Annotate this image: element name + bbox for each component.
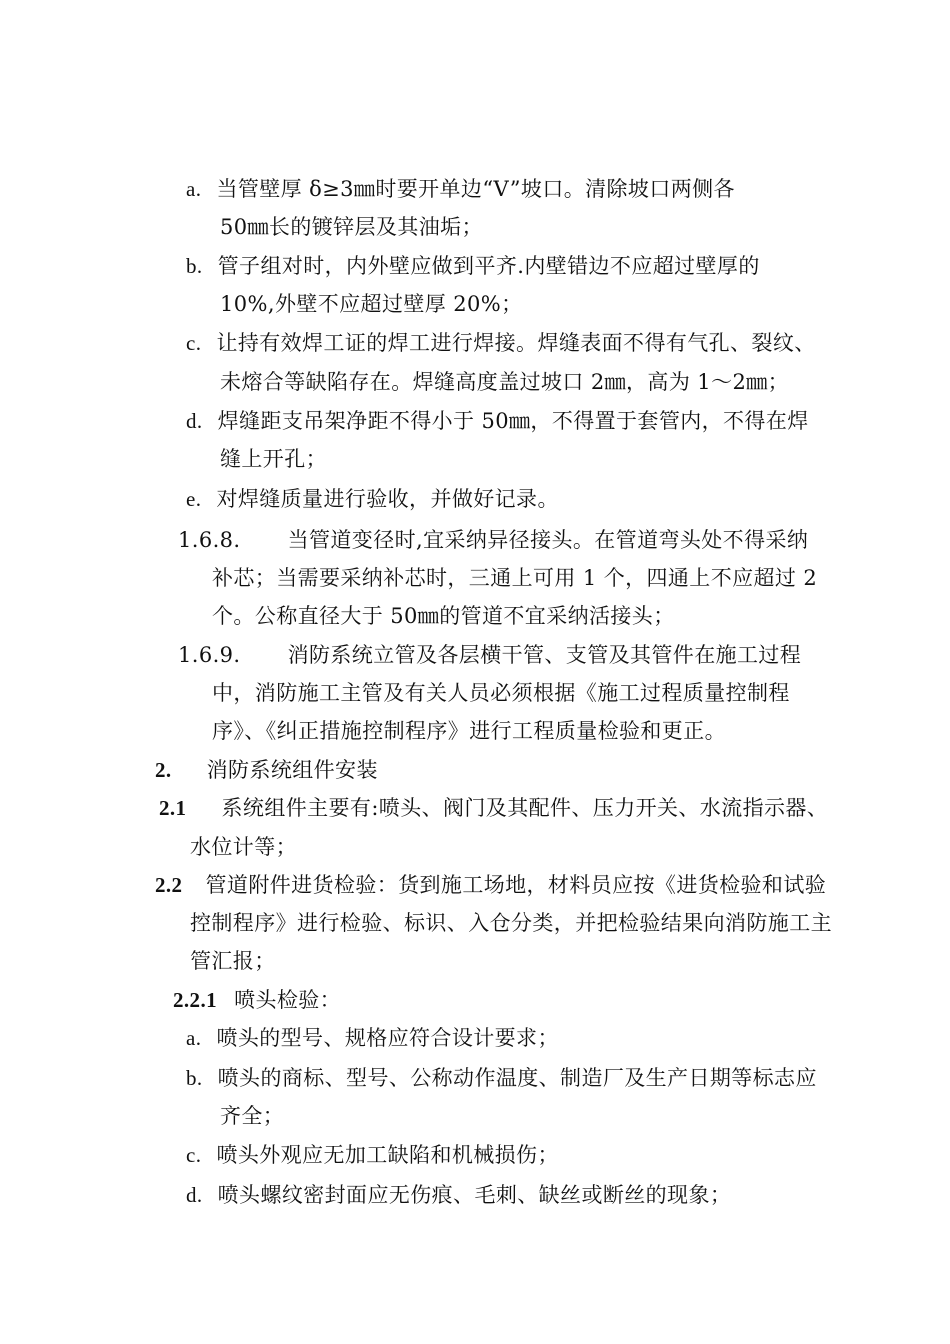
- nozzle-item-b-line-2: 齐全；: [220, 1104, 285, 1128]
- clause-1-6-8-line-1: [178, 525, 808, 555]
- list-marker: b.: [186, 254, 203, 278]
- clause-1-6-8-line-2: 补芯；当需要采纳补芯时，三通上可用 1 个，四通上不应超过 2: [212, 566, 818, 590]
- section-2-2-line-2: 控制程序》进行检验、标识、入仓分类，并把检验结果向消防施工主: [190, 911, 832, 935]
- list-item-c-line-1: [186, 328, 816, 358]
- list-item-text: 喷头的商标、型号、公称动作温度、制造厂及生产日期等标志应: [217, 1066, 817, 1090]
- list-marker: a.: [186, 177, 202, 201]
- list-item-text: 喷头的型号、规格应符合设计要求；: [216, 1026, 559, 1050]
- section-title: 喷头检验：: [234, 988, 342, 1012]
- clause-text: 消防系统立管及各层横干管、支管及其管件在施工过程: [287, 643, 802, 667]
- clause-number: 1.6.8.: [178, 528, 241, 552]
- section-number: 2.: [155, 758, 172, 782]
- nozzle-item-d-line-1: [186, 1180, 731, 1210]
- section-number: 2.1: [159, 796, 187, 820]
- section-text: 管道附件进货检验：货到施工场地，材料员应按《进货检验和试验: [205, 873, 827, 897]
- section-2-1-line-1: [159, 793, 828, 823]
- nozzle-item-b-line-1: [186, 1063, 817, 1093]
- list-item-text: 对焊缝质量进行验收，并做好记录。: [216, 487, 559, 511]
- list-marker: b.: [186, 1066, 203, 1090]
- list-item-text: 当管壁厚 δ≥3㎜时要开单边“V”坡口。清除坡口两侧各: [216, 177, 735, 201]
- nozzle-item-a-line-1: [186, 1023, 559, 1053]
- nozzle-item-c-line-1: [186, 1140, 559, 1170]
- section-title: 消防系统组件安装: [206, 758, 378, 782]
- list-item-b-line-2: 10%,外壁不应超过壁厚 20%；: [220, 292, 523, 316]
- list-item-text: 喷头外观应无加工缺陷和机械损伤；: [216, 1143, 559, 1167]
- clause-1-6-8-line-3: 个。公称直径大于 50㎜的管道不宜采纳活接头；: [212, 604, 675, 628]
- section-text: 系统组件主要有:喷头、阀门及其配件、压力开关、水流指示器、: [221, 796, 829, 820]
- clause-1-6-9-line-1: [178, 640, 801, 670]
- section-2-heading: [155, 755, 378, 785]
- list-item-b-line-1: [186, 251, 760, 281]
- section-2-1-line-2: 水位计等；: [190, 835, 297, 859]
- list-item-text: 焊缝距支吊架净距不得小于 50㎜，不得置于套管内，不得在焊: [217, 409, 809, 433]
- list-marker: d.: [186, 409, 203, 433]
- section-number: 2.2.1: [173, 988, 217, 1012]
- list-marker: d.: [186, 1183, 203, 1207]
- list-item-a-line-1: [186, 174, 735, 204]
- clause-text: 当管道变径时,宜采纳异径接头。在管道弯头处不得采纳: [287, 528, 809, 552]
- list-item-d-line-2: 缝上开孔；: [220, 447, 327, 471]
- list-marker: c.: [186, 331, 202, 355]
- list-marker: a.: [186, 1026, 202, 1050]
- section-2-2-1-heading: [173, 985, 341, 1015]
- list-item-e-line-1: [186, 484, 559, 514]
- section-number: 2.2: [155, 873, 183, 897]
- list-item-text: 让持有效焊工证的焊工进行焊接。焊缝表面不得有气孔、裂纹、: [216, 331, 816, 355]
- list-marker: e.: [186, 487, 202, 511]
- list-item-d-line-1: [186, 406, 809, 436]
- section-2-2-line-3: 管汇报；: [190, 949, 276, 973]
- list-item-text: 管子组对时，内外壁应做到平齐.内壁错边不应超过壁厚的: [217, 254, 760, 278]
- list-item-c-line-2: 未熔合等缺陷存在。焊缝高度盖过坡口 2㎜，高为 1～2㎜；: [220, 370, 790, 394]
- list-item-a-line-2: 50㎜长的镀锌层及其油垢；: [220, 215, 483, 239]
- clause-number: 1.6.9.: [178, 643, 241, 667]
- section-2-2-line-1: [155, 870, 826, 900]
- clause-1-6-9-line-3: 序》、《纠正措施控制程序》进行工程质量检验和更正。: [212, 719, 726, 743]
- list-item-text: 喷头螺纹密封面应无伤痕、毛刺、缺丝或断丝的现象；: [217, 1183, 732, 1207]
- list-marker: c.: [186, 1143, 202, 1167]
- clause-1-6-9-line-2: 中，消防施工主管及有关人员必须根据《施工过程质量控制程: [212, 681, 790, 705]
